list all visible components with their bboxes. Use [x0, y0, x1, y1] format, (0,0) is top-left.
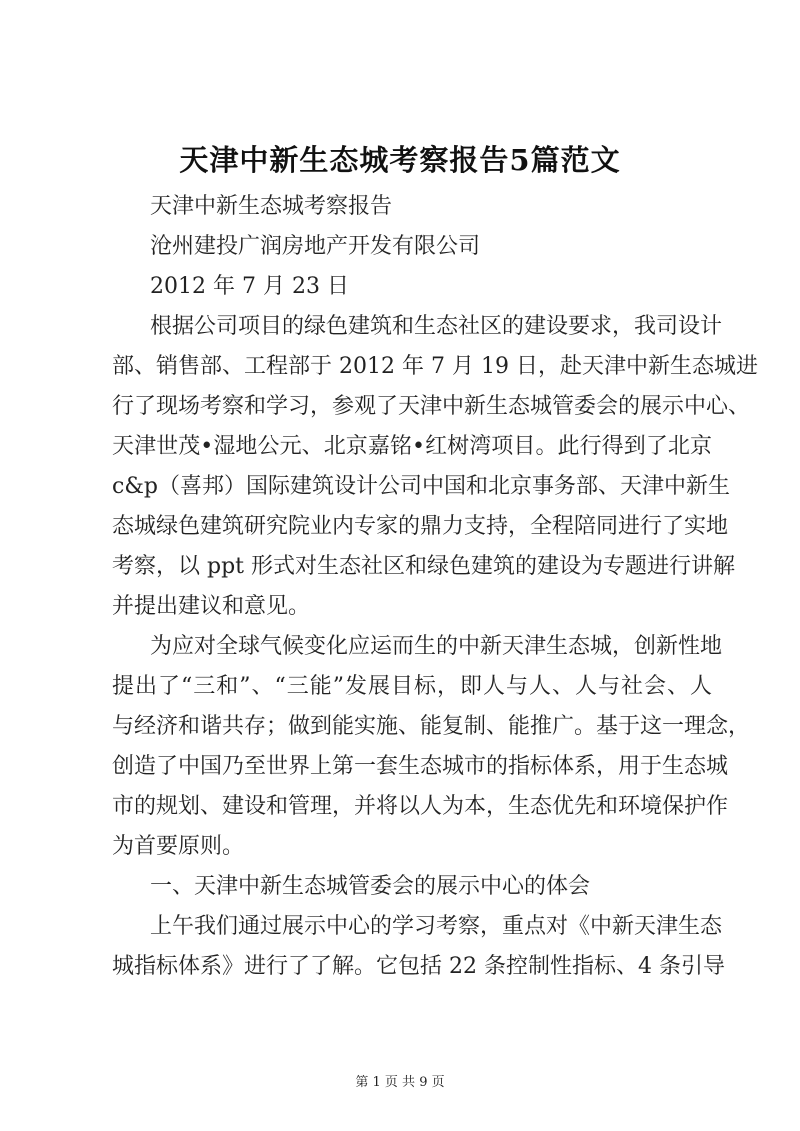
text-line: 提出了“三和”、“三能”发展目标，即人与人、人与社会、人: [112, 674, 712, 699]
text-line: 天津世茂•湿地公元、北京嘉铭•红树湾项目。此行得到了北京: [112, 434, 712, 459]
text-line: 态城绿色建筑研究院业内专家的鼎力支持，全程陪同进行了实地: [112, 514, 729, 539]
text-line: c&p（喜邦）国际建筑设计公司中国和北京事务部、天津中新生: [112, 474, 730, 499]
paragraph: [112, 627, 751, 867]
document-title: 天津中新生态城考察报告5篇范文: [179, 143, 621, 177]
paragraph: [112, 227, 712, 267]
text-line: 考察，以 ppt 形式对生态社区和绿色建筑的建设为专题进行讲解: [112, 554, 735, 579]
text-line: 市的规划、建设和管理，并将以人为本，生态优先和环境保护作: [112, 794, 729, 819]
paragraph: [112, 867, 712, 907]
text-line: 行了现场考察和学习，参观了天津中新生态城管委会的展示中心、: [112, 394, 751, 419]
paragraph: [112, 187, 712, 227]
text-line: 为应对全球气候变化应运而生的中新天津生态城，创新性地: [150, 634, 723, 659]
text-line: 沧州建投广润房地产开发有限公司: [150, 234, 481, 259]
paragraph: [112, 907, 725, 987]
text-line: 一、天津中新生态城管委会的展示中心的体会: [150, 874, 591, 899]
text-line: 与经济和谐共存；做到能实施、能复制、能推广。基于这一理念，: [112, 714, 751, 739]
page-footer: 第 1 页 共 9 页: [355, 1075, 445, 1090]
text-line: 创造了中国乃至世界上第一套生态城市的指标体系，用于生态城: [112, 754, 729, 779]
text-line: 并提出建议和意见。: [112, 594, 311, 619]
text-line: 根据公司项目的绿色建筑和生态社区的建设要求，我司设计: [150, 314, 723, 339]
text-line: 部、销售部、工程部于 2012 年 7 月 19 日，赴天津中新生态城进: [112, 354, 758, 379]
text-line: 天津中新生态城考察报告: [150, 194, 393, 219]
paragraph: [112, 307, 758, 627]
text-line: 为首要原则。: [112, 834, 245, 859]
text-line: 2012 年 7 月 23 日: [150, 274, 349, 299]
text-line: 城指标体系》进行了了解。它包括 22 条控制性指标、4 条引导: [112, 954, 725, 979]
document-body: [112, 187, 758, 987]
text-line: 上午我们通过展示中心的学习考察，重点对《中新天津生态: [150, 914, 723, 939]
paragraph: [112, 267, 712, 307]
